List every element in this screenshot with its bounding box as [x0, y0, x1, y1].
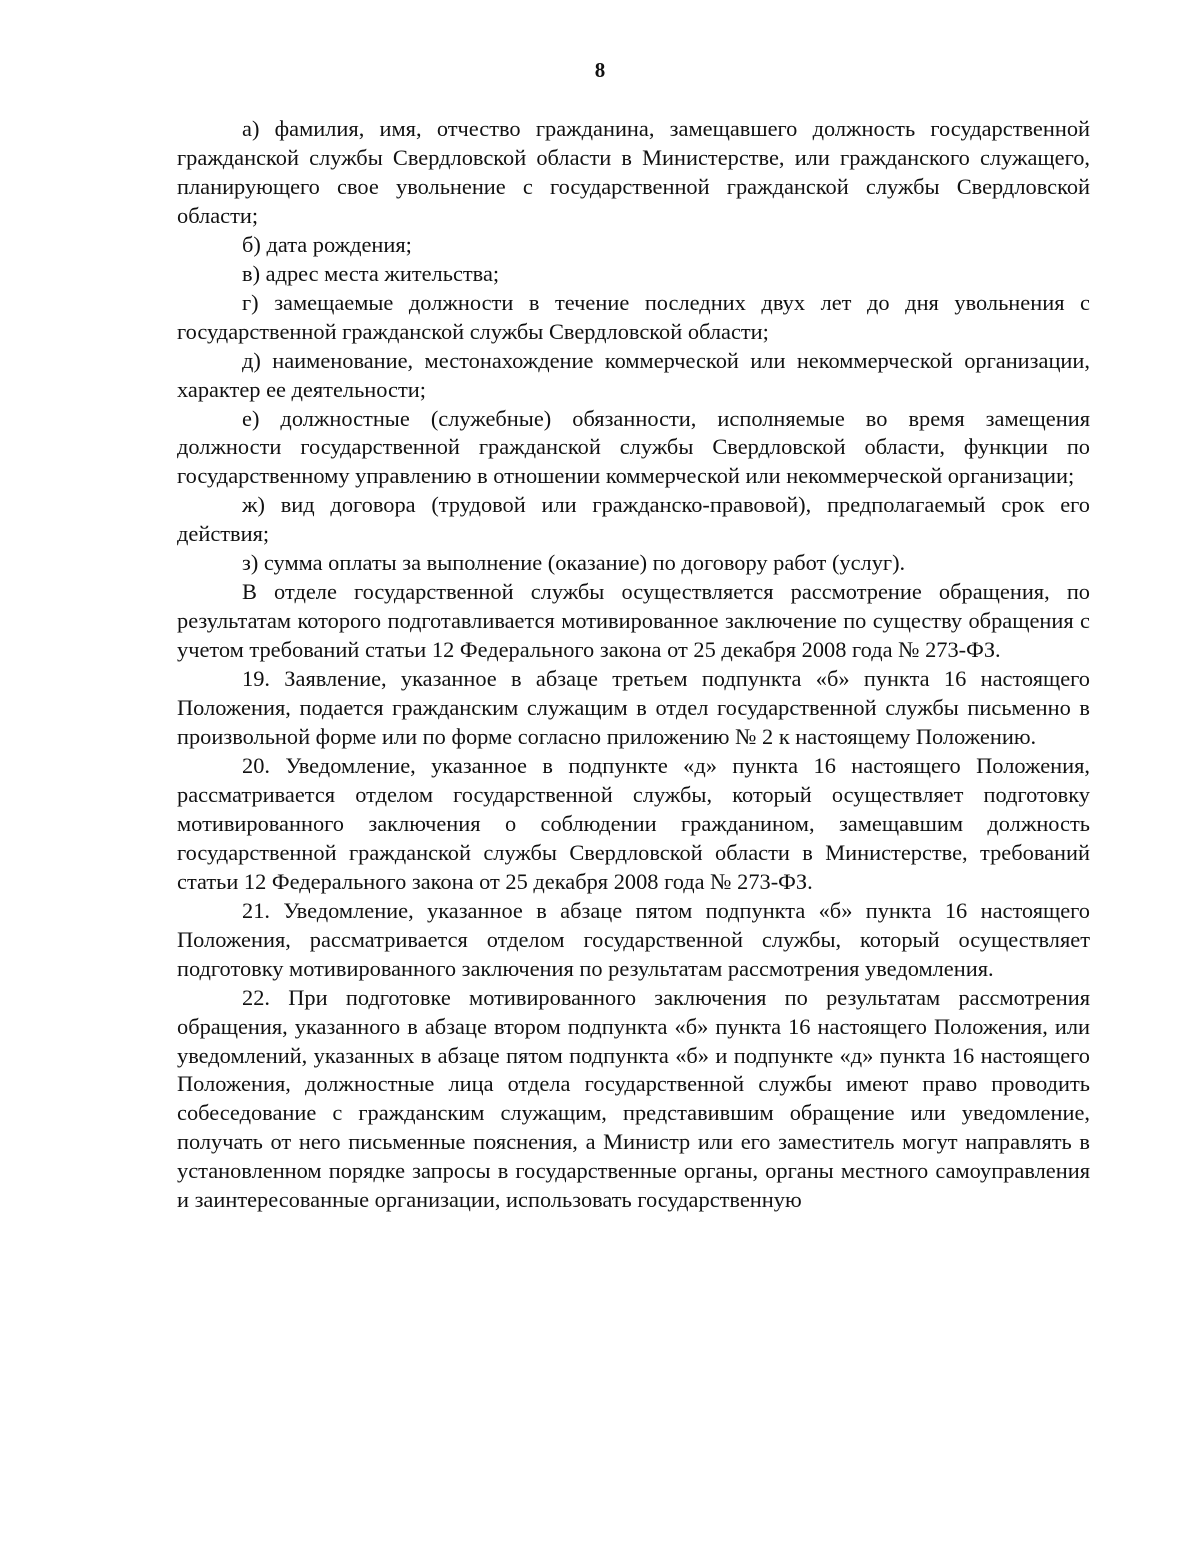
paragraph-19: 19. Заявление, указанное в абзаце третьем подпункта «б» пункта 16 настоящего Положения, подается гражданским служащим в отдел государственной службы письменно в произвольной форме или по форме согласно приложению № 2 к настоящему Положению. [177, 666, 1090, 750]
paragraph-21: 21. Уведомление, указанное в абзаце пятом подпункта «б» пункта 16 настоящего Положения, рассматривается отделом государственной службы, который осуществляет подготовку мотивированного заключения по результатам рассмотрения уведомления. [177, 897, 1090, 981]
paragraph-v: в) адрес места жительства; [242, 260, 500, 286]
paragraph-20: 20. Уведомление, указанное в подпункте «д» пункта 16 настоящего Положения, рассматривается отделом государственной службы, который осуществляет подготовку мотивированного заключения о соблюдении гражданином, замещавшим должность государственной гражданской службы Свердловской области в Министерстве, требований статьи 12 Федерального закона от 25 декабря 2008 года № 273-ФЗ. [177, 752, 1090, 894]
paragraph-g: г) замещаемые должности в течение последних двух лет до дня увольнения с государственной гражданской службы Свердловской области; [177, 289, 1090, 344]
paragraph-z: з) сумма оплаты за выполнение (оказание) по договору работ (услуг). [242, 550, 906, 576]
paragraph-e: е) должностные (служебные) обязанности, исполняемые во время замещения должности государственной гражданской службы Свердловской области, функции по государственному управлению в отношении коммерческой или некоммерческой организации; [177, 405, 1090, 489]
paragraph-d: д) наименование, местонахождение коммерческой или некоммерческой организации, характер ее деятельности; [177, 347, 1090, 402]
paragraph-22: 22. При подготовке мотивированного заключения по результатам рассмотрения обращения, указанного в абзаце втором подпункта «б» пункта 16 настоящего Положения, или уведомлений, указанных в абзаце пятом подпункта «б» и подпункте «д» пункта 16 настоящего Положения, должностные лица отдела государственной службы имеют право проводить собеседование с гражданским служащим, представившим обращение или уведомление, получать от него письменные пояснения, а Министр или его заместитель могут направлять в установленном порядке запросы в государственные органы, органы местного самоуправления и заинтересованные организации, использовать государственную [177, 984, 1090, 1213]
paragraph-zh: ж) вид договора (трудовой или гражданско-правовой), предполагаемый срок его действия; [177, 492, 1090, 547]
page-number: 8 [594, 58, 606, 82]
paragraph-review: В отделе государственной службы осуществляется рассмотрение обращения, по результатам которого подготавливается мотивированное заключение по существу обращения с учетом требований статьи 12 Федерального закона от 25 декабря 2008 года № 273-ФЗ. [177, 579, 1090, 663]
document-body [177, 115, 1090, 1215]
paragraph-b: б) дата рождения; [242, 231, 412, 257]
paragraph-a: а) фамилия, имя, отчество гражданина, замещавшего должность государственной гражданской службы Свердловской области в Министерстве, или гражданского служащего, планирующего свое увольнение с государственной гражданской службы Свердловской области; [177, 116, 1090, 228]
